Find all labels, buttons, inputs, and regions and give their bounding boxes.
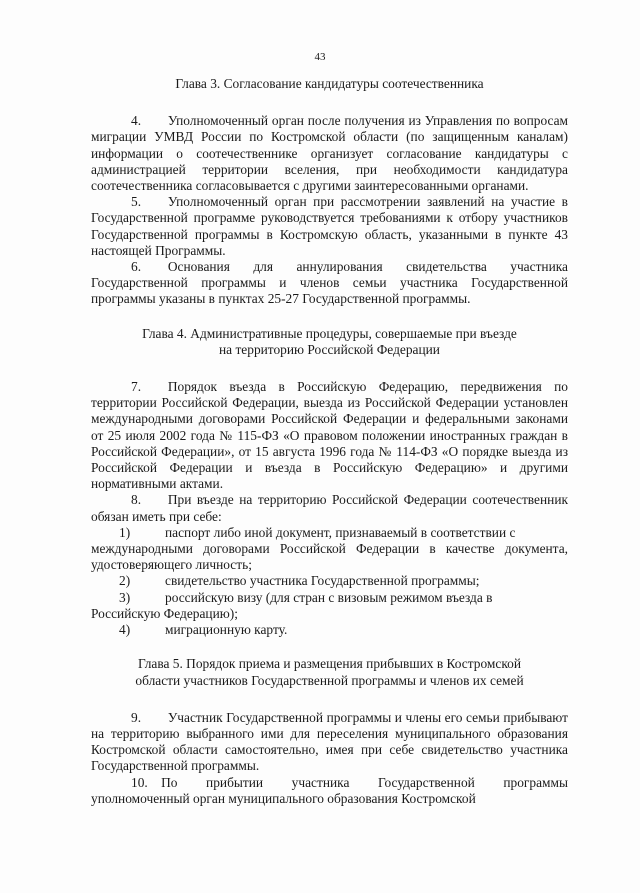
paragraph-5: 5. Уполномоченный орган при рассмотрении заявлений на участие в Государственной программе руководствуется требованиями к отбору участников Государственной программы в Костромскую область, указанными в пункте 43 настоящей Программы. <box>91 194 568 258</box>
list-item-text: российскую визу (для стран с визовым режимом въезда в <box>165 589 493 605</box>
paragraph-10: 10. По прибытии участника Государственной программы уполномоченный орган муниципального образования Костромской <box>91 774 568 806</box>
list-item-number: 4) <box>119 622 131 638</box>
paragraph-7: 7. Порядок въезда в Российскую Федерацию, передвижения по территории Российской Федерации, выезда из Российской Федерации установлен международными договорами Российской Федерации и федеральными законами от 25 июля 2002 года № 115-ФЗ «О правовом положении иностранных граждан в Российской Федерации», от 15 августа 1996 года № 114-ФЗ «О порядке выезда из Российской Федерации и въезда в Российскую Федерацию» и другими нормативными актами. <box>91 379 568 492</box>
list-item <box>91 525 568 541</box>
chapter-5-title-line-1: Глава 5. Порядок приема и размещения прибывших в Костромской <box>137 656 522 672</box>
list-item-number: 3) <box>119 589 131 605</box>
paragraph-9: 9. Участник Государственной программы и члены его семьи прибывают на территорию выбранного ими для переселения муниципального образования Костромской области самостоятельно, имея при себе свидетельство участника Государственной программы. <box>91 709 568 774</box>
paragraph-8: 8. При въезде на территорию Российской Федерации соотечественник обязан иметь при себе: <box>91 492 568 524</box>
list-item-text: миграционную карту. <box>165 622 288 638</box>
chapter-4-title-line-1: Глава 4. Административные процедуры, совершаемые при въезде <box>142 325 517 341</box>
paragraph-4: 4. Уполномоченный орган после получения из Управления по вопросам миграции УМВД России по Костромской области (по защищенным каналам) информации о соотечественнике организует согласование кандидатуры с администрацией территории вселения, при необходимости кандидатура соотечественника согласовывается с другими заинтересованными органами. <box>91 113 568 194</box>
chapter-3-title: Глава 3. Согласование кандидатуры соотечественника <box>175 76 484 91</box>
list-item-text: паспорт либо иной документ, признаваемый в соответствии с <box>165 524 516 540</box>
chapter-5-title-line-2: области участников Государственной программы и членов их семей <box>135 672 524 688</box>
chapter-4-title-line-2: на территорию Российской Федерации <box>219 341 440 357</box>
paragraph-6: 6. Основания для аннулирования свидетельства участника Государственной программы и членов семьи участника Государственной программы указаны в пунктах 25-27 Государственной программы. <box>91 259 568 307</box>
list-item-continuation: международными договорами Российской Федерации в качестве документа, удостоверяющего личность; <box>91 541 568 573</box>
document-body <box>91 76 568 807</box>
list-item-number: 2) <box>119 573 131 589</box>
list-item-text: свидетельство участника Государственной программы; <box>165 573 480 589</box>
list-item <box>91 590 568 606</box>
page-number: 43 <box>314 51 326 63</box>
list-item <box>91 573 568 589</box>
list-item <box>91 622 568 638</box>
list-item-continuation: Российскую Федерацию); <box>91 605 238 621</box>
list-item-number: 1) <box>119 524 131 540</box>
